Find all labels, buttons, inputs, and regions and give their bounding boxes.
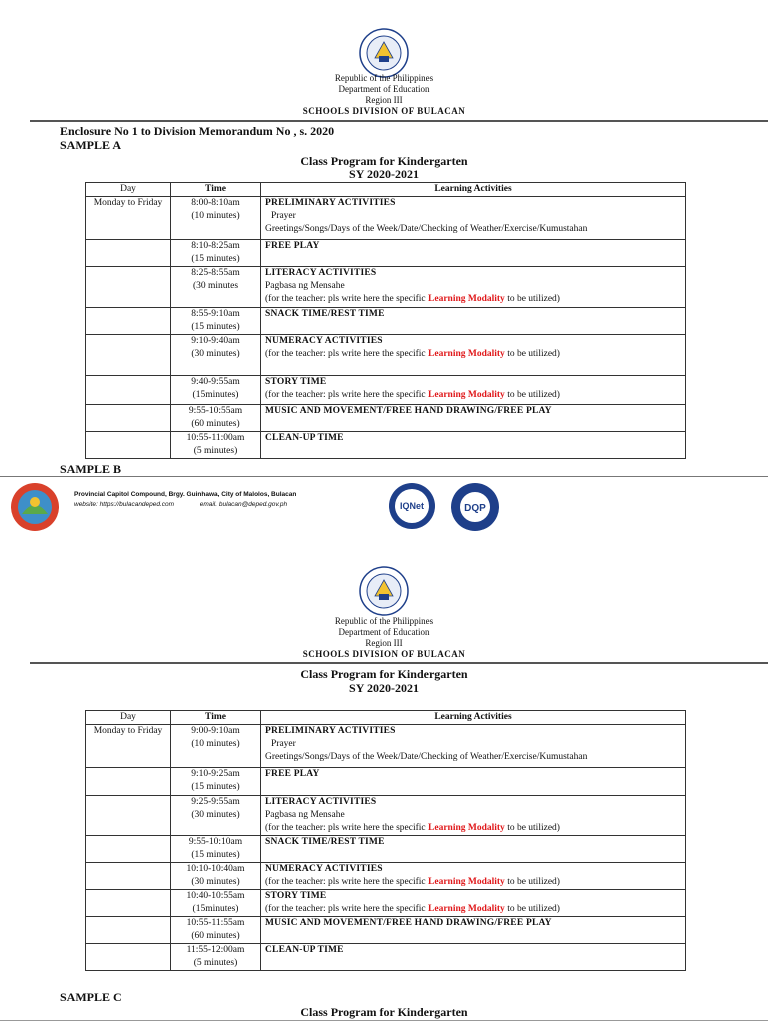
- learning-modality-highlight: Learning Modality: [428, 904, 505, 914]
- table-row: [86, 432, 686, 459]
- sample-a-label: SAMPLE A: [60, 138, 122, 152]
- time-cell: 9:55-10:55am: [188, 406, 243, 416]
- table-row: [86, 376, 686, 405]
- table-row: [86, 308, 686, 335]
- header-division: SCHOOLS DIVISION OF BULACAN: [302, 649, 466, 659]
- table-row: [86, 405, 686, 432]
- bulacan-seal-icon: [10, 482, 60, 532]
- activity-detail: Prayer: [271, 211, 296, 221]
- time-cell: 9:25-9:55am: [191, 797, 240, 807]
- enclosure-title: Enclosure No 1 to Division Memorandum No , s. 2020: [60, 124, 335, 138]
- activity-detail: Greetings/Songs/Days of the Week/Date/Checking of Weather/Exercise/Kumustahan: [265, 752, 588, 762]
- page-footer: [0, 476, 768, 536]
- class-program-table-b: [85, 710, 686, 971]
- deped-seal-icon: [359, 28, 409, 78]
- program-title-c: Class Program for Kindergarten: [300, 1005, 468, 1019]
- duration-cell: (15minutes): [192, 904, 239, 914]
- program-title-a: Class Program for Kindergarten: [300, 154, 468, 168]
- school-year-b: SY 2020-2021: [349, 681, 419, 695]
- svg-text:DQP: DQP: [464, 503, 486, 514]
- header-rule: [30, 120, 768, 122]
- time-cell: 10:40-10:55am: [186, 891, 245, 901]
- dqp-cert-icon: [449, 481, 501, 533]
- header-region: Region III: [365, 638, 403, 648]
- duration-cell: (15 minutes): [191, 322, 240, 332]
- header-region: Region III: [365, 95, 403, 105]
- learning-modality-highlight: Learning Modality: [428, 877, 505, 887]
- duration-cell: (30 minutes): [191, 877, 240, 887]
- activity-title: LITERACY ACTIVITIES: [265, 268, 377, 278]
- activity-detail: Prayer: [271, 739, 296, 749]
- activity-title: SNACK TIME/REST TIME: [265, 837, 385, 847]
- activity-title: PRELIMINARY ACTIVITIES: [265, 726, 396, 736]
- table-row: [86, 240, 686, 267]
- time-cell: 9:40-9:55am: [191, 377, 240, 387]
- sample-c-label: SAMPLE C: [60, 990, 122, 1004]
- learning-modality-highlight: Learning Modality: [428, 823, 505, 833]
- teacher-note: (for the teacher: pls write here the specific Learning Modality to be utilized): [265, 390, 560, 400]
- time-cell: 11:55-12:00am: [186, 945, 245, 955]
- col-activities: Learning Activities: [261, 711, 686, 725]
- header-rule: [30, 662, 768, 664]
- time-cell: 9:00-9:10am: [191, 726, 240, 736]
- activity-title: MUSIC AND MOVEMENT/FREE HAND DRAWING/FREE PLAY: [265, 918, 552, 928]
- svg-text:IQNet: IQNet: [399, 501, 425, 511]
- activity-detail: Pagbasa ng Mensahe: [265, 281, 345, 291]
- activity-title: PRELIMINARY ACTIVITIES: [265, 198, 396, 208]
- activity-title: STORY TIME: [265, 891, 327, 901]
- duration-cell: (15 minutes): [191, 254, 240, 264]
- teacher-note: (for the teacher: pls write here the specific Learning Modality to be utilized): [265, 823, 560, 833]
- deped-seal-icon: [359, 566, 409, 616]
- col-activities: Learning Activities: [261, 183, 686, 197]
- program-title-b: Class Program for Kindergarten: [300, 667, 468, 681]
- duration-cell: (10 minutes): [191, 211, 240, 221]
- time-cell: 10:10-10:40am: [186, 864, 245, 874]
- table-row: [86, 768, 686, 796]
- col-day: Day: [86, 183, 171, 197]
- duration-cell: (30 minutes): [191, 810, 240, 820]
- duration-cell: (60 minutes): [191, 931, 240, 941]
- time-cell: 10:55-11:00am: [186, 433, 245, 443]
- footer-website: website: https://bulacandeped.com: [74, 501, 175, 508]
- header-republic: Republic of the Philippines: [334, 616, 434, 626]
- table-row: [86, 917, 686, 944]
- activity-title: STORY TIME: [265, 377, 327, 387]
- teacher-note: (for the teacher: pls write here the specific Learning Modality to be utilized): [265, 877, 560, 887]
- activity-title: SNACK TIME/REST TIME: [265, 309, 385, 319]
- time-cell: 8:25-8:55am: [191, 268, 240, 278]
- teacher-note: (for the teacher: pls write here the specific Learning Modality to be utilized): [265, 349, 560, 359]
- activity-title: FREE PLAY: [265, 769, 320, 779]
- time-cell: 9:10-9:25am: [191, 769, 240, 779]
- footer-address: Provincial Capitol Compound, Brgy. Guinhawa, City of Malolos, Bulacan: [74, 491, 297, 498]
- activity-title: CLEAN-UP TIME: [265, 945, 344, 955]
- activity-title: LITERACY ACTIVITIES: [265, 797, 377, 807]
- learning-modality-highlight: Learning Modality: [428, 294, 505, 304]
- duration-cell: (30 minutes): [191, 349, 240, 359]
- col-day: Day: [86, 711, 171, 725]
- time-cell: 10:55-11:55am: [186, 918, 245, 928]
- class-program-table-a: [85, 182, 686, 459]
- time-cell: 9:55-10:10am: [188, 837, 243, 847]
- table-row: [86, 335, 686, 376]
- header-division: SCHOOLS DIVISION OF BULACAN: [302, 106, 466, 116]
- teacher-note: (for the teacher: pls write here the specific Learning Modality to be utilized): [265, 294, 560, 304]
- header-republic: Republic of the Philippines: [334, 73, 434, 83]
- time-cell: 8:00-8:10am: [191, 198, 240, 208]
- sample-b-label: SAMPLE B: [60, 462, 122, 476]
- duration-cell: (15minutes): [192, 390, 239, 400]
- table-row: [86, 197, 686, 240]
- activity-title: NUMERACY ACTIVITIES: [265, 336, 383, 346]
- activity-detail: Pagbasa ng Mensahe: [265, 810, 345, 820]
- activity-detail: Greetings/Songs/Days of the Week/Date/Checking of Weather/Exercise/Kumustahan: [265, 224, 588, 234]
- activity-title: FREE PLAY: [265, 241, 320, 251]
- table-row: [86, 796, 686, 836]
- duration-cell: (15 minutes): [191, 850, 240, 860]
- header-department: Department of Education: [338, 627, 430, 637]
- table-row: [86, 863, 686, 890]
- table-row: [86, 944, 686, 971]
- time-cell: 9:10-9:40am: [191, 336, 240, 346]
- col-time: Time: [171, 711, 261, 725]
- header-department: Department of Education: [338, 84, 430, 94]
- activity-title: CLEAN-UP TIME: [265, 433, 344, 443]
- footer-email: email. bulacan@deped.gov.ph: [199, 501, 288, 508]
- teacher-note: (for the teacher: pls write here the specific Learning Modality to be utilized): [265, 904, 560, 914]
- learning-modality-highlight: Learning Modality: [428, 390, 505, 400]
- learning-modality-highlight: Learning Modality: [428, 349, 505, 359]
- iqnet-cert-icon: [387, 481, 437, 531]
- table-row: [86, 836, 686, 863]
- table-row: [86, 725, 686, 768]
- table-row: [86, 267, 686, 308]
- time-cell: 8:10-8:25am: [191, 241, 240, 251]
- duration-cell: (60 minutes): [191, 419, 240, 429]
- duration-cell: (30 minutes: [192, 281, 239, 291]
- school-year-a: SY 2020-2021: [349, 167, 419, 181]
- col-time: Time: [171, 183, 261, 197]
- activity-title: NUMERACY ACTIVITIES: [265, 864, 383, 874]
- table-row: [86, 890, 686, 917]
- duration-cell: (5 minutes): [193, 446, 238, 456]
- day-cell: Monday to Friday: [86, 725, 171, 768]
- activity-title: MUSIC AND MOVEMENT/FREE HAND DRAWING/FREE PLAY: [265, 406, 552, 416]
- duration-cell: (5 minutes): [193, 958, 238, 968]
- day-cell: Monday to Friday: [86, 197, 171, 240]
- time-cell: 8:55-9:10am: [191, 309, 240, 319]
- duration-cell: (10 minutes): [191, 739, 240, 749]
- duration-cell: (15 minutes): [191, 782, 240, 792]
